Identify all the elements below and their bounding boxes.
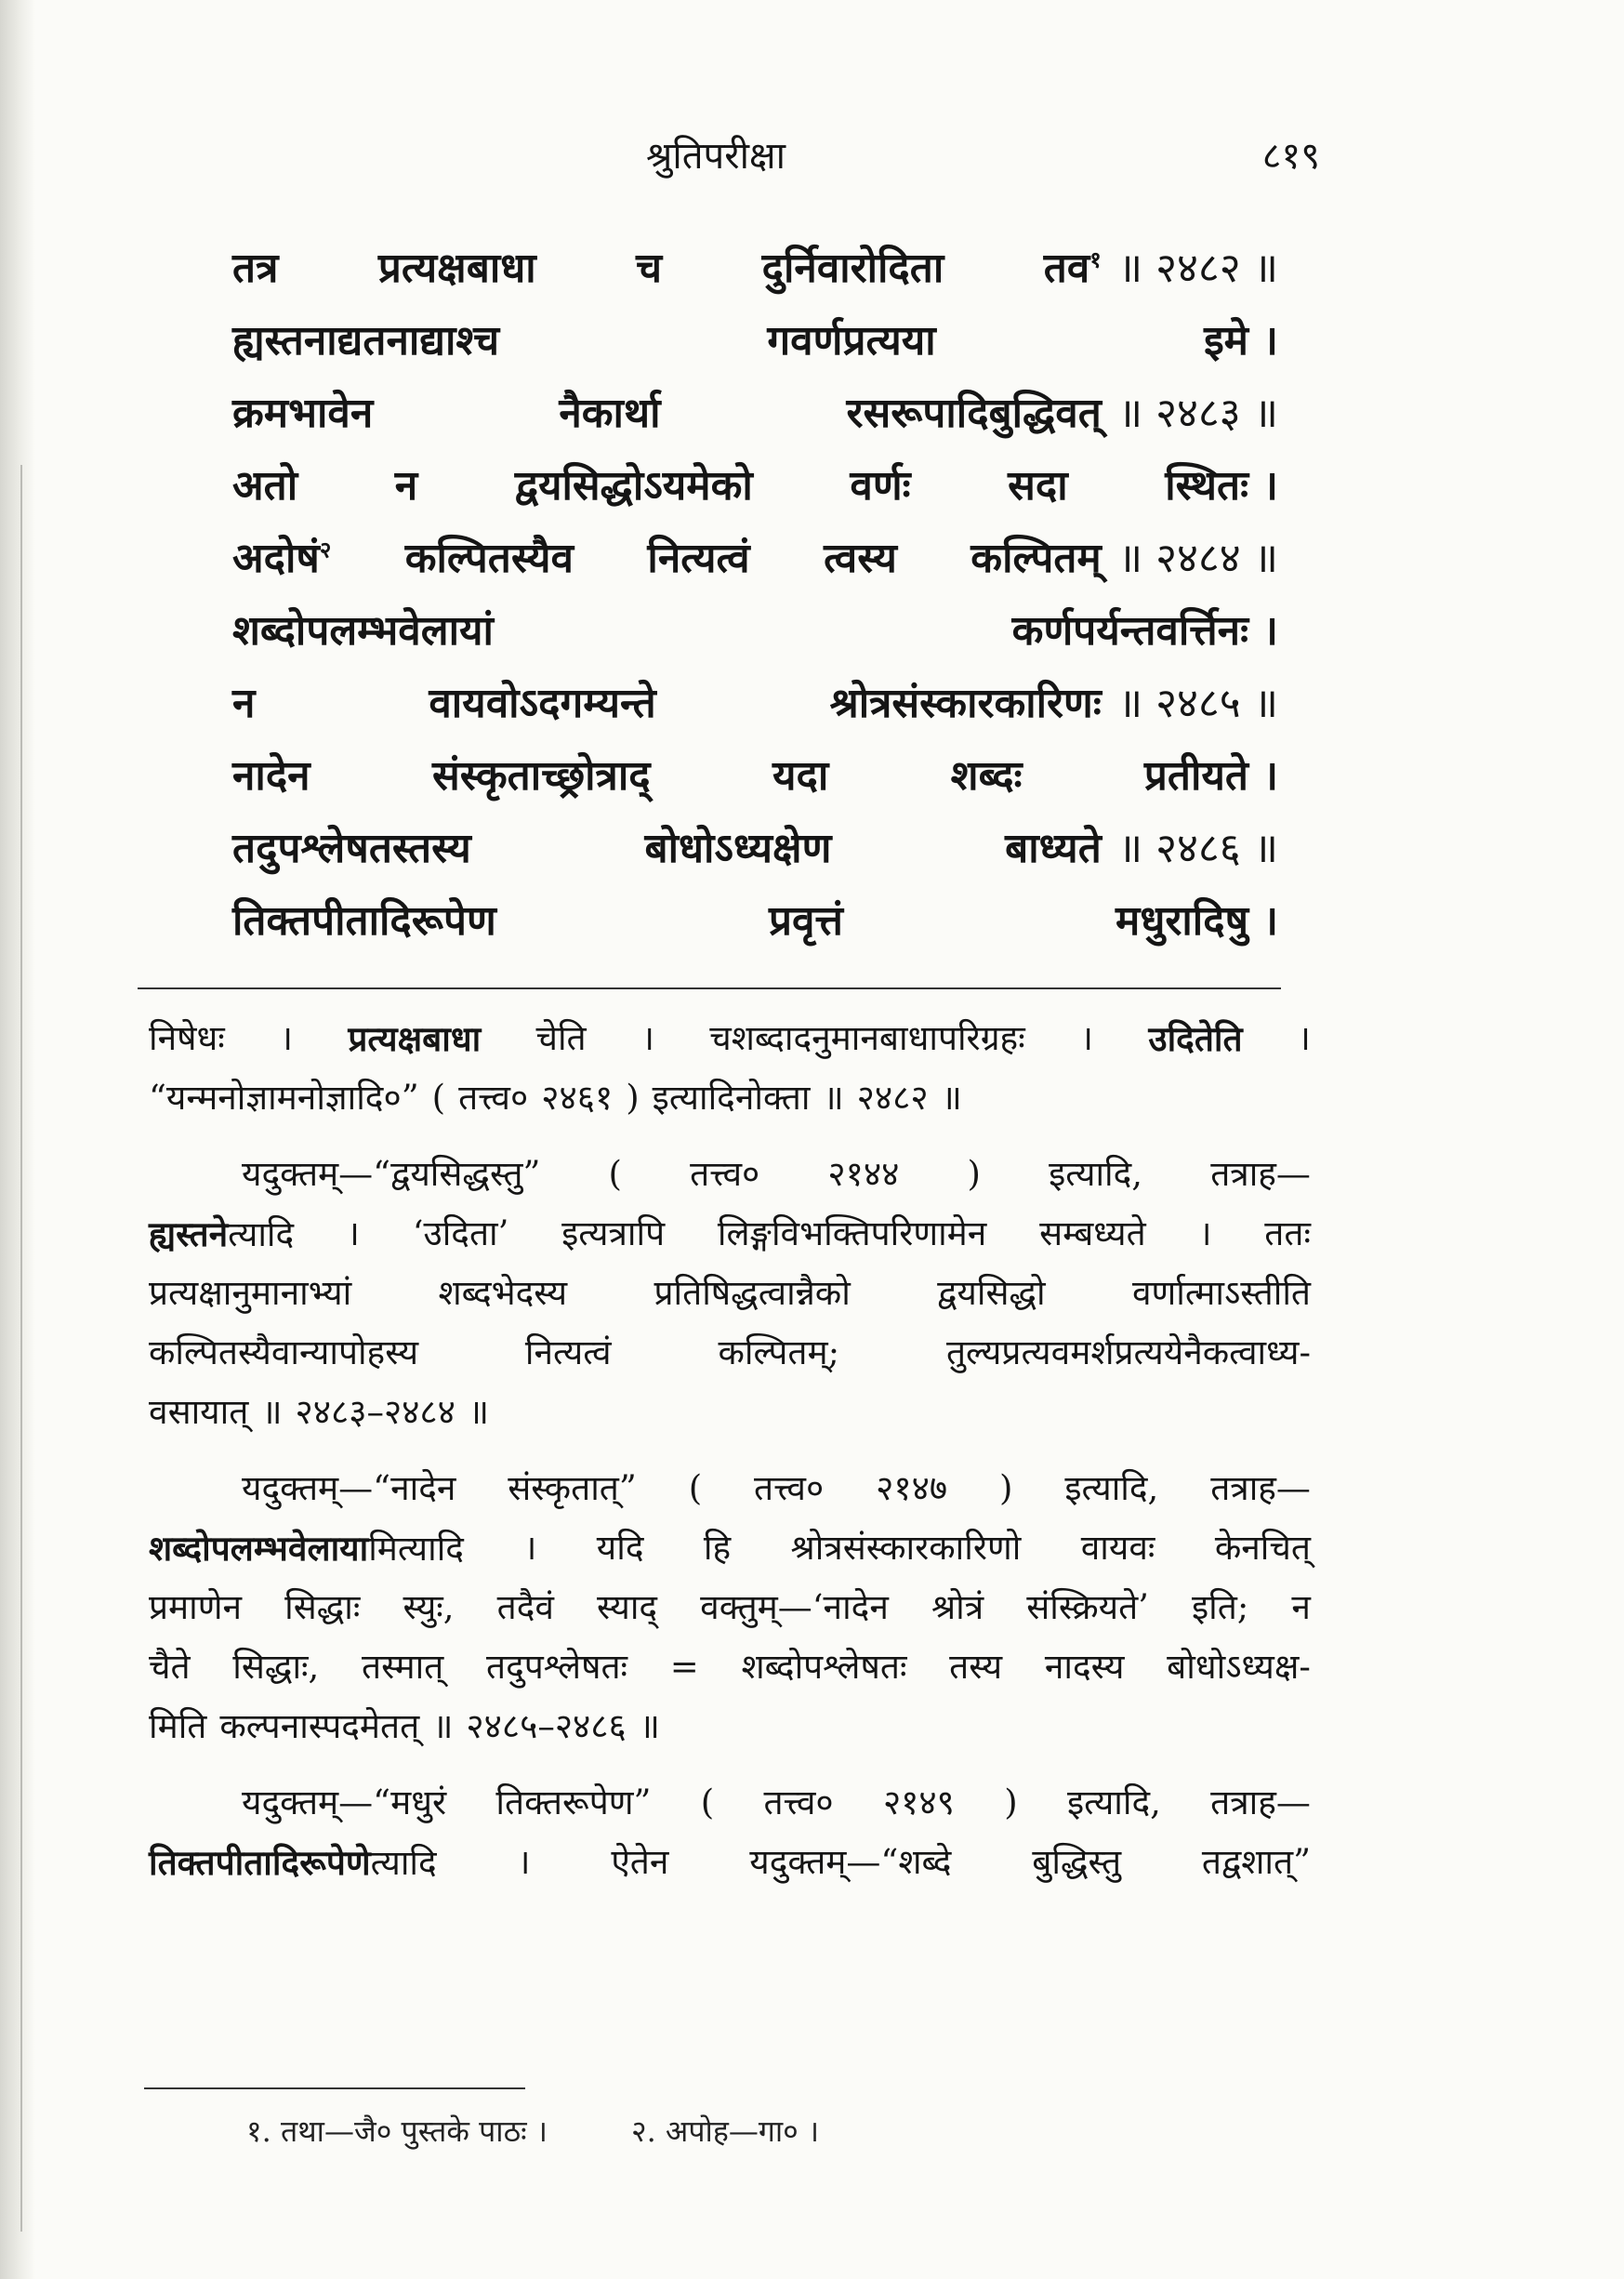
commentary-word: नादस्य	[1044, 1647, 1125, 1687]
commentary-line	[149, 1578, 1311, 1637]
commentary-word: तिक्तपीतादिरूपेणेत्यादि	[149, 1842, 437, 1883]
commentary-word: चेति	[535, 1018, 587, 1058]
book-spine-shadow	[0, 0, 35, 2279]
commentary-word: २४८३–२४८४	[295, 1392, 456, 1432]
commentary-word: इत्यत्रापि	[561, 1213, 666, 1253]
verse-word: यदा	[772, 752, 829, 800]
commentary-line	[149, 1459, 1311, 1518]
commentary-word: शब्दोपलम्भवेलायामित्यादि	[149, 1528, 464, 1569]
verse-word: क्रमभावेन	[232, 390, 374, 437]
commentary-paragraph	[149, 1009, 1311, 1128]
commentary-word: वक्तुम्—‘नादेन	[700, 1587, 889, 1627]
commentary-word: नित्यत्वं	[524, 1332, 612, 1372]
commentary-word: संस्क्रियते’	[1026, 1587, 1149, 1627]
commentary-word: तस्मात्	[361, 1647, 444, 1687]
commentary-line	[149, 1833, 1311, 1892]
verse-line	[232, 668, 1278, 740]
verse-word: न	[232, 680, 256, 727]
commentary-line	[149, 1383, 1311, 1442]
verse-word: ह्यस्तनाद्यतनाद्याश्च	[232, 317, 500, 364]
verse-word: वायवोऽदगम्यन्ते	[429, 680, 656, 727]
commentary-word: २१४४	[827, 1154, 900, 1194]
commentary-word: इत्यादि,	[1066, 1782, 1161, 1822]
verse-word: दुर्निवारोदिता	[761, 245, 944, 292]
commentary-word: तत्राह—	[1210, 1468, 1311, 1508]
commentary-line	[149, 1204, 1311, 1264]
commentary-word: तद्वशात्”	[1201, 1842, 1311, 1882]
verse-line	[232, 523, 1278, 595]
commentary-word: तत्त्व०	[763, 1782, 834, 1822]
commentary-word: श्रोत्रसंस्कारकारिणो	[790, 1528, 1022, 1568]
commentary-word: २१४७	[876, 1468, 948, 1508]
commentary-word: =	[669, 1647, 699, 1687]
verse-number: ॥ २४८३ ॥	[1117, 390, 1278, 437]
commentary-line	[149, 1518, 1311, 1578]
commentary-word: निषेधः	[149, 1018, 225, 1058]
footnote-divider	[144, 2087, 525, 2089]
commentary-word: बुद्धिस्तु	[1032, 1842, 1122, 1882]
commentary-line	[149, 1773, 1311, 1833]
commentary-word: इत्यादिनोक्ता	[652, 1078, 811, 1118]
verse-line	[232, 378, 1278, 450]
commentary-word: ऐतेन	[611, 1842, 669, 1882]
commentary-word: )	[999, 1468, 1013, 1508]
commentary-word: (	[608, 1154, 622, 1194]
commentary-word: यदुक्तम्—“नादेन	[242, 1468, 456, 1508]
commentary-word: तिक्तरूपेण”	[495, 1782, 652, 1822]
commentary-word: तुल्यप्रत्यवमर्शप्रत्ययेनैकत्वाध्य-	[945, 1332, 1311, 1372]
verse-word: कल्पितम् ॥ २४८४ ॥	[970, 535, 1278, 582]
commentary-word: ।	[1079, 1018, 1094, 1058]
commentary-word: इति;	[1192, 1587, 1249, 1627]
commentary-word: ‘उदिता’	[412, 1213, 509, 1253]
spine-edge-line	[20, 465, 22, 2232]
verse-word: त्वस्य	[824, 535, 897, 582]
commentary-word: ॥	[261, 1392, 283, 1432]
commentary-line	[149, 1323, 1311, 1383]
commentary-word: प्रत्यक्षबाधा	[348, 1018, 482, 1059]
commentary-paragraph	[149, 1773, 1311, 1892]
commentary-word: वसायात्	[149, 1392, 249, 1432]
commentary-word: यदुक्तम्—“द्वयसिद्धस्तु”	[242, 1154, 541, 1194]
verse-word: तव$^१$ ॥ २४८२ ॥	[1043, 245, 1278, 292]
commentary-line	[149, 1145, 1311, 1204]
verse-word: सदा	[1008, 462, 1068, 510]
commentary-word: ॥	[941, 1078, 962, 1118]
commentary-word: तदैवं	[496, 1587, 554, 1627]
verse-word: स्थितः ।	[1165, 462, 1278, 510]
verse-word: संस्कृताच्छ्रोत्राद्	[432, 752, 651, 800]
commentary-word: यदुक्तम्—“शब्दे	[749, 1842, 952, 1882]
running-header-title: श्रुतिपरीक्षा	[646, 135, 786, 178]
commentary-word: तदुपश्लेषतः	[485, 1647, 628, 1687]
verse-word: तदुपश्लेषतस्तस्य	[232, 825, 471, 872]
commentary-word: इत्यादि,	[1064, 1468, 1159, 1508]
verse-word: प्रतीयते ।	[1143, 752, 1278, 800]
commentary-word: तत्त्व०	[458, 1078, 529, 1118]
commentary-word: ।	[346, 1213, 360, 1253]
verse-word: बाध्यते ॥ २४८६ ॥	[1005, 825, 1278, 872]
verse-number: ॥ २४८२ ॥	[1117, 245, 1278, 292]
commentary-word: ॥	[432, 1706, 454, 1746]
verse-word: कल्पितस्यैव	[404, 535, 574, 582]
verse-word: वर्णः	[850, 462, 911, 510]
commentary-word: सिद्धाः	[284, 1587, 361, 1627]
commentary-word: चैते	[149, 1647, 191, 1687]
verse-word: न	[394, 462, 418, 510]
commentary-word: २४६१	[541, 1078, 614, 1118]
commentary-word: हि	[703, 1528, 732, 1568]
footnote-entry: २. अपोह—गा० ।	[630, 2113, 820, 2149]
commentary-word: (	[431, 1078, 446, 1118]
commentary-word: “यन्मनोज्ञामनोज्ञादि०”	[149, 1078, 419, 1118]
verse-line	[232, 740, 1278, 813]
commentary-word: ॥	[823, 1078, 844, 1118]
commentary-word: ।	[517, 1842, 531, 1882]
footnote-entry: १. तथा—जै० पुस्तके पाठः ।	[246, 2113, 548, 2149]
verse-word: रसरूपादिबुद्धिवत् ॥ २४८३ ॥	[846, 390, 1278, 437]
verse-line	[232, 813, 1278, 885]
footnotes	[246, 2111, 1083, 2151]
verse-word: नैकार्था	[559, 390, 661, 437]
commentary-word: ततः	[1264, 1213, 1311, 1253]
verse-word: मधुरादिषु ।	[1116, 897, 1278, 945]
verse-word: बोधोऽध्यक्षेण	[644, 825, 832, 872]
verse-line	[232, 595, 1278, 668]
commentary-word: उदितेति	[1148, 1018, 1243, 1059]
commentary-word: यदुक्तम्—“मधुरं	[242, 1782, 447, 1822]
verse-line	[232, 450, 1278, 523]
commentary-word: चशब्दादनुमानबाधापरिग्रहः	[709, 1018, 1025, 1058]
commentary-word: कल्पितम्;	[718, 1332, 840, 1372]
commentary-word: तस्य	[949, 1647, 1003, 1687]
commentary-word: शब्दोपश्लेषतः	[741, 1647, 907, 1687]
commentary-word: प्रमाणेन	[149, 1587, 243, 1627]
commentary-word: कल्पितस्यैवान्यापोहस्य	[149, 1332, 419, 1372]
commentary-word: प्रतिषिद्धत्वान्नैको	[654, 1273, 851, 1313]
commentary-paragraph	[149, 1145, 1311, 1442]
commentary-word: ।	[523, 1528, 537, 1568]
commentary-word: (	[688, 1468, 703, 1508]
verse-number: ॥ २४८४ ॥	[1117, 535, 1278, 582]
commentary-word: इत्यादि,	[1049, 1154, 1143, 1194]
commentary-line	[149, 1068, 1311, 1128]
commentary-paragraph	[149, 1459, 1311, 1756]
verse-line	[232, 305, 1278, 378]
commentary-word: वर्णात्माऽस्तीति	[1131, 1273, 1311, 1313]
verse-word: शब्दः	[950, 752, 1023, 800]
commentary-word: २४८२	[856, 1078, 929, 1118]
commentary-word: द्वयसिद्धो	[937, 1273, 1046, 1313]
commentary-word: तत्त्व०	[690, 1154, 760, 1194]
commentary-word: )	[967, 1154, 981, 1194]
commentary-word: स्याद्	[597, 1587, 658, 1627]
commentary-word: २१४९	[882, 1782, 955, 1822]
verse-word: गवर्णप्रत्यया	[767, 317, 936, 364]
commentary-word: (	[700, 1782, 715, 1822]
commentary-word: ॥	[639, 1706, 660, 1746]
verse-commentary-divider	[138, 987, 1281, 989]
verse-word: प्रत्यक्षबाधा	[377, 245, 536, 292]
commentary-word: तत्राह—	[1210, 1154, 1311, 1194]
commentary-line	[149, 1697, 1311, 1756]
commentary-word: तत्त्व०	[754, 1468, 825, 1508]
commentary-word: ।	[1297, 1018, 1311, 1058]
verse-word: द्वयसिद्धोऽयमेको	[514, 462, 753, 510]
verse-word: शब्दोपलम्भवेलायां	[232, 607, 494, 655]
verse-word: कर्णपर्यन्तवर्त्तिनः ।	[1011, 607, 1278, 655]
commentary-word: ।	[1198, 1213, 1212, 1253]
commentary-word: शब्दभेदस्य	[438, 1273, 568, 1313]
verse-number: ॥ २४८६ ॥	[1117, 825, 1278, 872]
verse-line	[232, 885, 1278, 958]
footnote-marker: १	[1089, 245, 1102, 273]
commentary-word: ॥	[468, 1392, 490, 1432]
commentary-word: ।	[280, 1018, 294, 1058]
commentary-word: )	[626, 1078, 640, 1118]
verse-word: तत्र	[232, 245, 279, 292]
commentary-word: लिङ्गविभक्तिपरिणामेन	[717, 1213, 987, 1253]
verse-word: तिक्तपीतादिरूपेण	[232, 897, 496, 945]
commentary-word: ह्यस्तनेत्यादि	[149, 1213, 295, 1254]
verse-word: अदोषं$^२$	[232, 535, 332, 582]
commentary-word: संस्कृतात्”	[508, 1468, 637, 1508]
verse-line	[232, 232, 1278, 305]
commentary-word: ।	[640, 1018, 654, 1058]
commentary-line	[149, 1009, 1311, 1068]
commentary-word: वायवः	[1080, 1528, 1155, 1568]
verse-word: च	[636, 245, 663, 292]
commentary-word: बोधोऽध्यक्ष-	[1167, 1647, 1311, 1687]
commentary-word: )	[1004, 1782, 1018, 1822]
verse-word: अतो	[232, 462, 298, 510]
commentary-line	[149, 1264, 1311, 1323]
commentary-word: २४८५–२४८६	[466, 1706, 627, 1746]
commentary-block	[149, 1009, 1311, 1909]
commentary-word: श्रोत्रं	[931, 1587, 984, 1627]
commentary-line	[149, 1637, 1311, 1697]
commentary-word: प्रत्यक्षानुमानाभ्यां	[149, 1273, 352, 1313]
commentary-word: कल्पनास्पदमेतत्	[219, 1706, 420, 1746]
verse-word: नित्यत्वं	[647, 535, 750, 582]
verse-word: इमे ।	[1204, 317, 1278, 364]
commentary-word: मिति	[149, 1706, 207, 1746]
verse-block	[232, 232, 1278, 958]
commentary-word: तत्राह—	[1210, 1782, 1311, 1822]
verse-word: नादेन	[232, 752, 310, 800]
verse-number: ॥ २४८५ ॥	[1117, 680, 1278, 727]
commentary-word: सम्बध्यते	[1039, 1213, 1146, 1253]
commentary-word: सिद्धाः,	[232, 1647, 320, 1687]
commentary-word: केनचित्	[1214, 1528, 1311, 1568]
commentary-word: यदि	[596, 1528, 644, 1568]
commentary-word: न	[1291, 1587, 1311, 1627]
footnote-marker: २	[319, 536, 332, 563]
commentary-word: स्युः,	[403, 1587, 455, 1627]
verse-word: श्रोत्रसंस्कारकारिणः ॥ २४८५ ॥	[829, 680, 1278, 727]
page-number: ८१९	[1261, 135, 1320, 178]
verse-word: प्रवृत्तं	[768, 897, 843, 945]
